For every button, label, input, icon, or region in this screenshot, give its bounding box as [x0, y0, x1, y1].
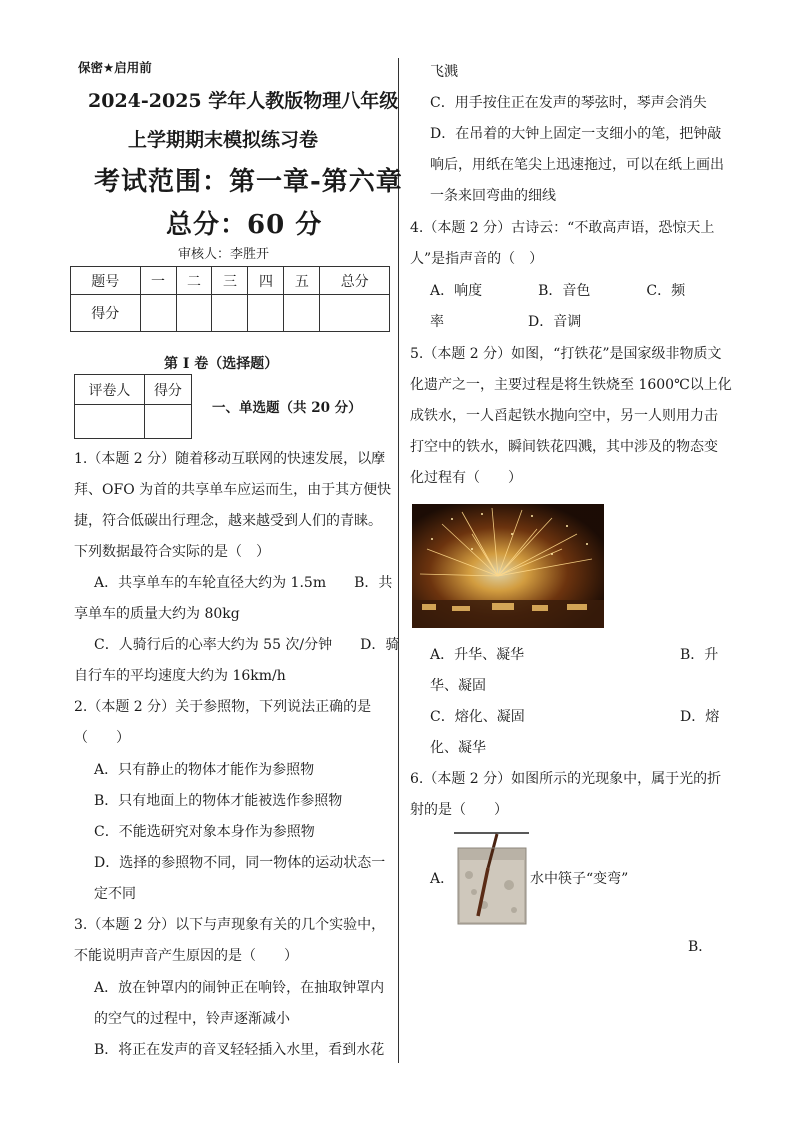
q4-option: 率 D．音调 [430, 314, 582, 330]
q1-stem: 拜、OFO 为首的共享单车应运而生，由于其方便快 [74, 482, 392, 498]
confidential-label: 保密★启用前 [78, 60, 152, 75]
exam-scope: 考试范围：第一章-第六章 [94, 167, 403, 197]
iron-flower-photo [412, 504, 604, 628]
score-header: 一 [140, 267, 176, 295]
q3-stem: 3.（本题 2 分）以下与声现象有关的几个实验中， [74, 917, 386, 933]
q4-option: A．响度 B．音色 C．频 [430, 283, 686, 299]
exam-title-line1: 2024-2025 学年人教版物理八年级 [88, 90, 399, 112]
q5-option: 化、凝华 [430, 740, 486, 756]
score-cell[interactable] [320, 295, 390, 332]
q2-option: D．选择的参照物不同，同一物体的运动状态一 [94, 855, 386, 871]
grader-cell[interactable] [75, 405, 145, 439]
score-header: 二 [176, 267, 212, 295]
grader-cell[interactable] [144, 405, 191, 439]
q3-option: B．将正在发声的音叉轻轻插入水里，看到水花 [94, 1042, 385, 1058]
q3-stem: 不能说明声音产生原因的是（ ） [74, 948, 298, 964]
reviewer: 审核人：李胜开 [178, 247, 270, 262]
score-cell[interactable] [212, 295, 248, 332]
q5-stem: 5.（本题 2 分）如图，“打铁花”是国家级非物质文 [410, 346, 722, 362]
q5-option: D．熔 [680, 709, 720, 725]
section-title: 第 I 卷（选择题） [164, 356, 279, 372]
q1-option: 享单车的质量大约为 80kg [74, 606, 240, 622]
q1-option: A．共享单车的车轮直径大约为 1.5m B．共 [94, 575, 393, 591]
q5-option: 华、凝固 [430, 678, 486, 694]
score-cell[interactable] [284, 295, 320, 332]
q5-stem: 打空中的铁水，瞬间铁花四溅，其中涉及的物态变 [410, 439, 718, 455]
q5-option: A．升华、凝华 [430, 647, 525, 663]
score-table [70, 266, 390, 332]
score-header: 题号 [71, 267, 141, 295]
q4-stem: 人”是指声音的（ ） [410, 251, 544, 267]
q3-option: 飞溅 [430, 64, 458, 80]
q6-stem: 6.（本题 2 分）如图所示的光现象中，属于光的折 [410, 771, 722, 787]
q5-option: B．升 [680, 647, 719, 663]
q2-option: A．只有静止的物体才能作为参照物 [94, 762, 315, 778]
q2-option: C．不能选研究对象本身作为参照物 [94, 824, 315, 840]
score-row-label: 得分 [71, 295, 141, 332]
q4-stem: 4.（本题 2 分）古诗云：“不敢高声语，恐惊天上 [410, 220, 715, 236]
q3-option: 的空气的过程中，铃声逐渐减小 [94, 1011, 290, 1027]
score-header: 三 [212, 267, 248, 295]
q3-option: A．放在钟罩内的闹钟正在响铃，在抽取钟罩内 [94, 980, 385, 996]
q2-option: B．只有地面上的物体才能被选作参照物 [94, 793, 343, 809]
exam-title-line2: 上学期期末模拟练习卷 [128, 129, 319, 151]
q1-stem: 1.（本题 2 分）随着移动互联网的快速发展，以摩 [74, 451, 386, 467]
q3-option: 响后，用纸在笔尖上迅速拖过，可以在纸上画出 [430, 157, 724, 173]
q5-stem: 化过程有（ ） [410, 470, 522, 486]
score-header: 总分 [320, 267, 390, 295]
grader-header: 评卷人 [75, 375, 145, 405]
q2-stem: （ ） [74, 730, 130, 746]
score-header: 五 [284, 267, 320, 295]
iron-flower-image [412, 504, 604, 628]
score-header: 四 [248, 267, 284, 295]
exam-total: 总分：60 分 [166, 210, 323, 240]
q3-option: 一条来回弯曲的细线 [430, 188, 556, 204]
q3-option: D．在吊着的大钟上固定一支细小的笔，把钟敲 [430, 126, 722, 142]
column-divider [398, 58, 399, 1063]
chopstick-image [454, 830, 529, 926]
q5-stem: 成铁水，一人舀起铁水抛向空中，另一人则用力击 [410, 408, 718, 424]
q1-stem: 捷，符合低碳出行理念，越来越受到人们的青睐。 [74, 513, 382, 529]
chopstick-in-water-photo [454, 830, 529, 926]
score-cell[interactable] [176, 295, 212, 332]
q2-stem: 2.（本题 2 分）关于参照物，下列说法正确的是 [74, 699, 372, 715]
q1-stem: 下列数据最符合实际的是（ ） [74, 544, 270, 560]
score-cell[interactable] [140, 295, 176, 332]
q6-option-a-caption: 水中筷子“变弯” [530, 871, 629, 887]
q6-option-a-letter: A． [430, 871, 455, 887]
grader-header: 得分 [144, 375, 191, 405]
section-heading: 一、单选题（共 20 分） [212, 400, 362, 416]
q6-stem: 射的是（ ） [410, 802, 508, 818]
q5-stem: 化遗产之一，主要过程是将生铁烧至 1600℃以上化 [410, 377, 732, 393]
q1-option: C．人骑行后的心率大约为 55 次/分钟 D．骑 [94, 637, 400, 653]
q6-option-b-letter: B． [688, 939, 713, 955]
q5-option: C．熔化、凝固 [430, 709, 525, 725]
q1-option: 自行车的平均速度大约为 16km/h [74, 668, 286, 684]
q3-option: C．用手按住正在发声的琴弦时，琴声会消失 [430, 95, 707, 111]
grader-table [74, 374, 192, 439]
score-cell[interactable] [248, 295, 284, 332]
q2-option: 定不同 [94, 886, 136, 902]
